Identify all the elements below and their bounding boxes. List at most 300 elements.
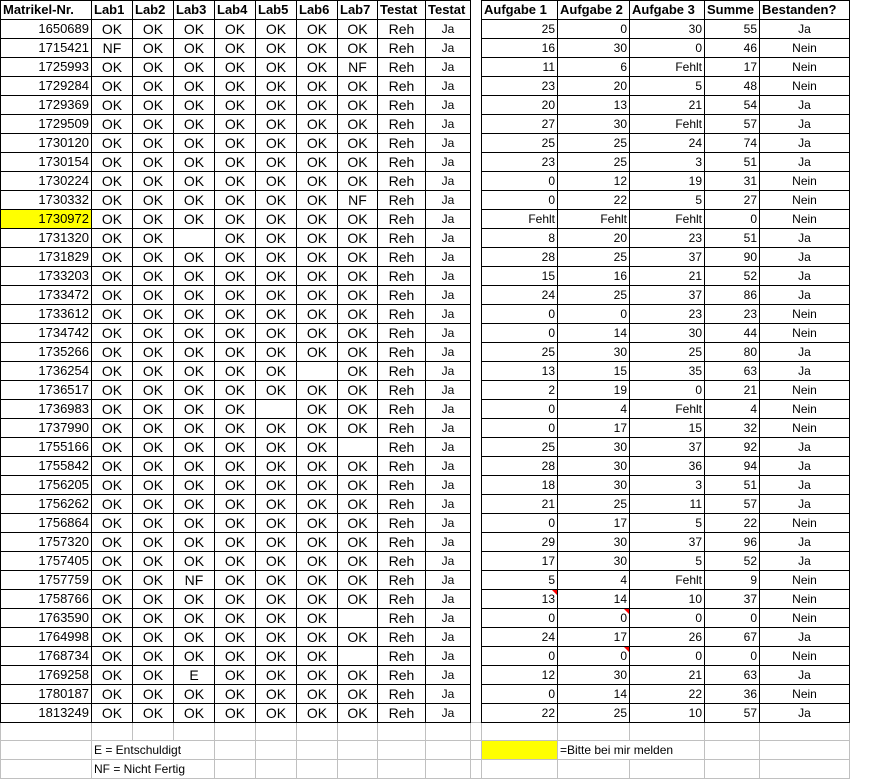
- aufgabe-3-cell[interactable]: 37: [630, 286, 705, 305]
- lab-status-cell[interactable]: OK: [174, 647, 215, 666]
- testat-result-cell[interactable]: Ja: [426, 514, 471, 533]
- lab-status-cell[interactable]: OK: [256, 495, 297, 514]
- testat-result-cell[interactable]: Ja: [426, 229, 471, 248]
- lab-status-cell[interactable]: OK: [256, 191, 297, 210]
- lab-status-cell[interactable]: OK: [256, 666, 297, 685]
- testat-cell[interactable]: Reh: [378, 438, 426, 457]
- testat-cell[interactable]: Reh: [378, 571, 426, 590]
- lab-status-cell[interactable]: OK: [215, 438, 256, 457]
- matrikel-cell[interactable]: 1725993: [1, 58, 92, 77]
- lab-status-cell[interactable]: OK: [338, 286, 378, 305]
- empty-cell[interactable]: [256, 723, 297, 741]
- summe-cell[interactable]: 9: [705, 571, 760, 590]
- aufgabe-1-cell[interactable]: 5: [482, 571, 558, 590]
- empty-cell[interactable]: [630, 760, 705, 779]
- testat-result-cell[interactable]: Ja: [426, 324, 471, 343]
- bestanden-cell[interactable]: Nein: [760, 590, 850, 609]
- aufgabe-2-cell[interactable]: 14: [558, 685, 630, 704]
- summe-cell[interactable]: 63: [705, 362, 760, 381]
- lab-status-cell[interactable]: OK: [338, 514, 378, 533]
- lab-status-cell[interactable]: OK: [174, 533, 215, 552]
- aufgabe-1-cell[interactable]: 25: [482, 134, 558, 153]
- separator-cell[interactable]: [471, 457, 482, 476]
- aufgabe-1-cell[interactable]: 0: [482, 514, 558, 533]
- lab-status-cell[interactable]: OK: [297, 210, 338, 229]
- matrikel-cell[interactable]: 1730154: [1, 153, 92, 172]
- lab-status-cell[interactable]: OK: [256, 39, 297, 58]
- aufgabe-2-cell[interactable]: 30: [558, 533, 630, 552]
- lab-status-cell[interactable]: OK: [256, 609, 297, 628]
- lab-status-cell[interactable]: OK: [297, 457, 338, 476]
- aufgabe-1-cell[interactable]: 27: [482, 115, 558, 134]
- aufgabe-2-cell[interactable]: 30: [558, 39, 630, 58]
- bestanden-cell[interactable]: Nein: [760, 210, 850, 229]
- header-lab3[interactable]: Lab3: [174, 1, 215, 20]
- lab-status-cell[interactable]: OK: [256, 514, 297, 533]
- testat-result-cell[interactable]: Ja: [426, 77, 471, 96]
- lab-status-cell[interactable]: OK: [297, 495, 338, 514]
- summe-cell[interactable]: 63: [705, 666, 760, 685]
- lab-status-cell[interactable]: OK: [297, 286, 338, 305]
- lab-status-cell[interactable]: OK: [256, 552, 297, 571]
- testat-cell[interactable]: Reh: [378, 77, 426, 96]
- matrikel-cell[interactable]: 1731829: [1, 248, 92, 267]
- lab-status-cell[interactable]: OK: [297, 552, 338, 571]
- testat-cell[interactable]: Reh: [378, 495, 426, 514]
- aufgabe-1-cell[interactable]: 23: [482, 77, 558, 96]
- aufgabe-3-cell[interactable]: 26: [630, 628, 705, 647]
- lab-status-cell[interactable]: OK: [256, 58, 297, 77]
- lab-status-cell[interactable]: OK: [338, 419, 378, 438]
- matrikel-cell[interactable]: 1733472: [1, 286, 92, 305]
- aufgabe-1-cell[interactable]: 28: [482, 248, 558, 267]
- lab-status-cell[interactable]: OK: [133, 419, 174, 438]
- separator-cell[interactable]: [471, 647, 482, 666]
- lab-status-cell[interactable]: OK: [256, 438, 297, 457]
- matrikel-cell[interactable]: 1736517: [1, 381, 92, 400]
- bestanden-cell[interactable]: Nein: [760, 514, 850, 533]
- aufgabe-2-cell[interactable]: 13: [558, 96, 630, 115]
- aufgabe-2-cell[interactable]: 0: [558, 305, 630, 324]
- lab-status-cell[interactable]: [256, 400, 297, 419]
- aufgabe-2-cell[interactable]: 20: [558, 77, 630, 96]
- matrikel-cell[interactable]: 1733612: [1, 305, 92, 324]
- aufgabe-2-cell[interactable]: 20: [558, 229, 630, 248]
- testat-result-cell[interactable]: Ja: [426, 400, 471, 419]
- aufgabe-1-cell[interactable]: 8: [482, 229, 558, 248]
- aufgabe-1-cell[interactable]: 0: [482, 191, 558, 210]
- bestanden-cell[interactable]: Ja: [760, 666, 850, 685]
- testat-cell[interactable]: Reh: [378, 210, 426, 229]
- lab-status-cell[interactable]: OK: [256, 324, 297, 343]
- testat-cell[interactable]: Reh: [378, 134, 426, 153]
- aufgabe-1-cell[interactable]: 13: [482, 362, 558, 381]
- separator-cell[interactable]: [471, 628, 482, 647]
- summe-cell[interactable]: 67: [705, 628, 760, 647]
- lab-status-cell[interactable]: [297, 362, 338, 381]
- bestanden-cell[interactable]: Nein: [760, 571, 850, 590]
- aufgabe-1-cell[interactable]: 18: [482, 476, 558, 495]
- lab-status-cell[interactable]: OK: [256, 305, 297, 324]
- lab-status-cell[interactable]: OK: [256, 20, 297, 39]
- lab-status-cell[interactable]: OK: [256, 362, 297, 381]
- lab-status-cell[interactable]: OK: [133, 324, 174, 343]
- separator-cell[interactable]: [471, 400, 482, 419]
- lab-status-cell[interactable]: OK: [174, 191, 215, 210]
- aufgabe-3-cell[interactable]: 0: [630, 381, 705, 400]
- bestanden-cell[interactable]: Ja: [760, 115, 850, 134]
- lab-status-cell[interactable]: [338, 609, 378, 628]
- lab-status-cell[interactable]: OK: [174, 457, 215, 476]
- empty-cell[interactable]: [482, 760, 558, 779]
- lab-status-cell[interactable]: OK: [338, 666, 378, 685]
- lab-status-cell[interactable]: OK: [133, 628, 174, 647]
- lab-status-cell[interactable]: OK: [133, 39, 174, 58]
- lab-status-cell[interactable]: OK: [133, 666, 174, 685]
- header-lab7[interactable]: Lab7: [338, 1, 378, 20]
- lab-status-cell[interactable]: OK: [256, 229, 297, 248]
- empty-cell[interactable]: [558, 723, 630, 741]
- summe-cell[interactable]: 92: [705, 438, 760, 457]
- testat-cell[interactable]: Reh: [378, 400, 426, 419]
- lab-status-cell[interactable]: OK: [92, 457, 133, 476]
- testat-cell[interactable]: Reh: [378, 324, 426, 343]
- lab-status-cell[interactable]: OK: [297, 571, 338, 590]
- aufgabe-2-cell[interactable]: 17: [558, 419, 630, 438]
- aufgabe-1-cell[interactable]: 29: [482, 533, 558, 552]
- lab-status-cell[interactable]: OK: [256, 685, 297, 704]
- aufgabe-3-cell[interactable]: Fehlt: [630, 400, 705, 419]
- aufgabe-1-cell[interactable]: 22: [482, 704, 558, 723]
- lab-status-cell[interactable]: OK: [133, 571, 174, 590]
- separator-cell[interactable]: [471, 58, 482, 77]
- lab-status-cell[interactable]: OK: [92, 476, 133, 495]
- empty-cell[interactable]: [297, 741, 338, 760]
- lab-status-cell[interactable]: OK: [174, 438, 215, 457]
- aufgabe-1-cell[interactable]: 0: [482, 419, 558, 438]
- lab-status-cell[interactable]: OK: [256, 96, 297, 115]
- lab-status-cell[interactable]: OK: [215, 267, 256, 286]
- lab-status-cell[interactable]: OK: [133, 362, 174, 381]
- aufgabe-1-cell[interactable]: 15: [482, 267, 558, 286]
- aufgabe-2-cell[interactable]: 25: [558, 153, 630, 172]
- lab-status-cell[interactable]: OK: [338, 533, 378, 552]
- summe-cell[interactable]: 22: [705, 514, 760, 533]
- matrikel-cell[interactable]: 1736983: [1, 400, 92, 419]
- lab-status-cell[interactable]: OK: [92, 20, 133, 39]
- aufgabe-1-cell[interactable]: 0: [482, 400, 558, 419]
- lab-status-cell[interactable]: OK: [133, 305, 174, 324]
- empty-cell[interactable]: [338, 760, 378, 779]
- summe-cell[interactable]: 0: [705, 609, 760, 628]
- lab-status-cell[interactable]: OK: [256, 115, 297, 134]
- lab-status-cell[interactable]: OK: [297, 153, 338, 172]
- empty-cell[interactable]: [215, 723, 256, 741]
- testat-cell[interactable]: Reh: [378, 419, 426, 438]
- lab-status-cell[interactable]: OK: [133, 172, 174, 191]
- lab-status-cell[interactable]: OK: [297, 590, 338, 609]
- lab-status-cell[interactable]: OK: [133, 495, 174, 514]
- lab-status-cell[interactable]: NF: [338, 58, 378, 77]
- lab-status-cell[interactable]: OK: [174, 343, 215, 362]
- empty-cell[interactable]: [1, 760, 92, 779]
- separator-cell[interactable]: [471, 324, 482, 343]
- separator-cell[interactable]: [471, 286, 482, 305]
- matrikel-cell[interactable]: 1730332: [1, 191, 92, 210]
- aufgabe-2-cell[interactable]: 16: [558, 267, 630, 286]
- lab-status-cell[interactable]: OK: [133, 381, 174, 400]
- lab-status-cell[interactable]: OK: [256, 210, 297, 229]
- matrikel-cell[interactable]: 1731320: [1, 229, 92, 248]
- separator-cell[interactable]: [471, 438, 482, 457]
- aufgabe-3-cell[interactable]: 23: [630, 305, 705, 324]
- header-matrikel[interactable]: Matrikel-Nr.: [1, 1, 92, 20]
- summe-cell[interactable]: 32: [705, 419, 760, 438]
- lab-status-cell[interactable]: OK: [297, 248, 338, 267]
- matrikel-cell[interactable]: 1734742: [1, 324, 92, 343]
- lab-status-cell[interactable]: NF: [338, 191, 378, 210]
- lab-status-cell[interactable]: OK: [92, 704, 133, 723]
- matrikel-cell[interactable]: 1758766: [1, 590, 92, 609]
- lab-status-cell[interactable]: OK: [174, 685, 215, 704]
- matrikel-cell[interactable]: 1757405: [1, 552, 92, 571]
- aufgabe-2-cell[interactable]: Fehlt: [558, 210, 630, 229]
- lab-status-cell[interactable]: OK: [92, 533, 133, 552]
- lab-status-cell[interactable]: OK: [133, 134, 174, 153]
- separator-cell[interactable]: [471, 191, 482, 210]
- bestanden-cell[interactable]: Ja: [760, 438, 850, 457]
- bestanden-cell[interactable]: Ja: [760, 362, 850, 381]
- aufgabe-2-cell[interactable]: 25: [558, 704, 630, 723]
- lab-status-cell[interactable]: OK: [338, 571, 378, 590]
- empty-cell[interactable]: [471, 723, 482, 741]
- summe-cell[interactable]: 55: [705, 20, 760, 39]
- lab-status-cell[interactable]: OK: [174, 400, 215, 419]
- testat-cell[interactable]: Reh: [378, 153, 426, 172]
- lab-status-cell[interactable]: OK: [133, 20, 174, 39]
- lab-status-cell[interactable]: OK: [174, 476, 215, 495]
- aufgabe-3-cell[interactable]: 30: [630, 20, 705, 39]
- lab-status-cell[interactable]: [338, 647, 378, 666]
- aufgabe-2-cell[interactable]: 30: [558, 666, 630, 685]
- matrikel-cell[interactable]: 1756205: [1, 476, 92, 495]
- separator-cell[interactable]: [471, 20, 482, 39]
- empty-cell[interactable]: [426, 741, 471, 760]
- lab-status-cell[interactable]: OK: [215, 362, 256, 381]
- lab-status-cell[interactable]: OK: [215, 628, 256, 647]
- aufgabe-1-cell[interactable]: 16: [482, 39, 558, 58]
- testat-result-cell[interactable]: Ja: [426, 343, 471, 362]
- lab-status-cell[interactable]: OK: [338, 39, 378, 58]
- aufgabe-2-cell[interactable]: 22: [558, 191, 630, 210]
- lab-status-cell[interactable]: OK: [215, 514, 256, 533]
- lab-status-cell[interactable]: OK: [297, 324, 338, 343]
- aufgabe-3-cell[interactable]: 19: [630, 172, 705, 191]
- aufgabe-2-cell[interactable]: 30: [558, 457, 630, 476]
- empty-cell[interactable]: [297, 723, 338, 741]
- testat-result-cell[interactable]: Ja: [426, 115, 471, 134]
- header-aufgabe-1[interactable]: Aufgabe 1: [482, 1, 558, 20]
- aufgabe-3-cell[interactable]: Fehlt: [630, 58, 705, 77]
- summe-cell[interactable]: 57: [705, 495, 760, 514]
- bestanden-cell[interactable]: Ja: [760, 495, 850, 514]
- empty-cell[interactable]: [705, 741, 760, 760]
- separator-cell[interactable]: [471, 134, 482, 153]
- header-lab6[interactable]: Lab6: [297, 1, 338, 20]
- lab-status-cell[interactable]: OK: [297, 343, 338, 362]
- lab-status-cell[interactable]: OK: [174, 324, 215, 343]
- lab-status-cell[interactable]: OK: [297, 514, 338, 533]
- aufgabe-1-cell[interactable]: 12: [482, 666, 558, 685]
- lab-status-cell[interactable]: OK: [133, 58, 174, 77]
- lab-status-cell[interactable]: OK: [338, 153, 378, 172]
- testat-cell[interactable]: Reh: [378, 39, 426, 58]
- summe-cell[interactable]: 37: [705, 590, 760, 609]
- aufgabe-1-cell[interactable]: 0: [482, 305, 558, 324]
- empty-cell[interactable]: [378, 723, 426, 741]
- bestanden-cell[interactable]: Ja: [760, 20, 850, 39]
- lab-status-cell[interactable]: OK: [338, 628, 378, 647]
- testat-result-cell[interactable]: Ja: [426, 609, 471, 628]
- lab-status-cell[interactable]: OK: [215, 39, 256, 58]
- aufgabe-2-cell[interactable]: 25: [558, 134, 630, 153]
- lab-status-cell[interactable]: OK: [338, 590, 378, 609]
- empty-cell[interactable]: [256, 760, 297, 779]
- bestanden-cell[interactable]: Ja: [760, 153, 850, 172]
- testat-cell[interactable]: Reh: [378, 362, 426, 381]
- lab-status-cell[interactable]: OK: [215, 495, 256, 514]
- aufgabe-3-cell[interactable]: 37: [630, 248, 705, 267]
- summe-cell[interactable]: 0: [705, 647, 760, 666]
- lab-status-cell[interactable]: OK: [92, 58, 133, 77]
- matrikel-cell[interactable]: 1813249: [1, 704, 92, 723]
- header-bestanden[interactable]: Bestanden?: [760, 1, 850, 20]
- separator-cell[interactable]: [471, 267, 482, 286]
- lab-status-cell[interactable]: OK: [92, 191, 133, 210]
- summe-cell[interactable]: 44: [705, 324, 760, 343]
- lab-status-cell[interactable]: OK: [338, 495, 378, 514]
- separator-cell[interactable]: [471, 590, 482, 609]
- bestanden-cell[interactable]: Ja: [760, 628, 850, 647]
- aufgabe-3-cell[interactable]: 21: [630, 666, 705, 685]
- testat-result-cell[interactable]: Ja: [426, 704, 471, 723]
- lab-status-cell[interactable]: OK: [133, 514, 174, 533]
- summe-cell[interactable]: 57: [705, 704, 760, 723]
- matrikel-cell[interactable]: 1755166: [1, 438, 92, 457]
- lab-status-cell[interactable]: OK: [338, 305, 378, 324]
- lab-status-cell[interactable]: OK: [92, 324, 133, 343]
- separator-cell[interactable]: [471, 533, 482, 552]
- lab-status-cell[interactable]: OK: [133, 343, 174, 362]
- bestanden-cell[interactable]: Nein: [760, 685, 850, 704]
- testat-result-cell[interactable]: Ja: [426, 191, 471, 210]
- lab-status-cell[interactable]: OK: [338, 381, 378, 400]
- matrikel-cell[interactable]: 1735266: [1, 343, 92, 362]
- lab-status-cell[interactable]: OK: [92, 609, 133, 628]
- bestanden-cell[interactable]: Ja: [760, 343, 850, 362]
- empty-cell[interactable]: [378, 741, 426, 760]
- matrikel-cell[interactable]: 1730972: [1, 210, 92, 229]
- lab-status-cell[interactable]: OK: [297, 685, 338, 704]
- aufgabe-1-cell[interactable]: 17: [482, 552, 558, 571]
- lab-status-cell[interactable]: OK: [215, 324, 256, 343]
- bestanden-cell[interactable]: Nein: [760, 400, 850, 419]
- lab-status-cell[interactable]: OK: [256, 153, 297, 172]
- matrikel-cell[interactable]: 1729369: [1, 96, 92, 115]
- lab-status-cell[interactable]: OK: [338, 134, 378, 153]
- testat-result-cell[interactable]: Ja: [426, 571, 471, 590]
- aufgabe-2-cell[interactable]: 0: [558, 20, 630, 39]
- empty-cell[interactable]: [705, 723, 760, 741]
- aufgabe-3-cell[interactable]: Fehlt: [630, 571, 705, 590]
- aufgabe-2-cell[interactable]: 0: [558, 609, 630, 628]
- aufgabe-1-cell[interactable]: 23: [482, 153, 558, 172]
- summe-cell[interactable]: 54: [705, 96, 760, 115]
- summe-cell[interactable]: 31: [705, 172, 760, 191]
- lab-status-cell[interactable]: OK: [133, 609, 174, 628]
- summe-cell[interactable]: 52: [705, 267, 760, 286]
- empty-cell[interactable]: [760, 760, 850, 779]
- lab-status-cell[interactable]: OK: [92, 571, 133, 590]
- matrikel-cell[interactable]: 1730224: [1, 172, 92, 191]
- lab-status-cell[interactable]: OK: [256, 172, 297, 191]
- testat-result-cell[interactable]: Ja: [426, 134, 471, 153]
- bestanden-cell[interactable]: Nein: [760, 305, 850, 324]
- summe-cell[interactable]: 52: [705, 552, 760, 571]
- lab-status-cell[interactable]: OK: [92, 685, 133, 704]
- lab-status-cell[interactable]: OK: [133, 704, 174, 723]
- lab-status-cell[interactable]: OK: [297, 305, 338, 324]
- aufgabe-2-cell[interactable]: 4: [558, 400, 630, 419]
- empty-cell[interactable]: [630, 723, 705, 741]
- bestanden-cell[interactable]: Nein: [760, 609, 850, 628]
- lab-status-cell[interactable]: OK: [338, 552, 378, 571]
- aufgabe-1-cell[interactable]: 0: [482, 609, 558, 628]
- lab-status-cell[interactable]: [338, 438, 378, 457]
- aufgabe-3-cell[interactable]: 5: [630, 77, 705, 96]
- summe-cell[interactable]: 51: [705, 229, 760, 248]
- lab-status-cell[interactable]: OK: [92, 647, 133, 666]
- bestanden-cell[interactable]: Ja: [760, 134, 850, 153]
- testat-result-cell[interactable]: Ja: [426, 20, 471, 39]
- lab-status-cell[interactable]: OK: [215, 400, 256, 419]
- summe-cell[interactable]: 23: [705, 305, 760, 324]
- lab-status-cell[interactable]: OK: [338, 343, 378, 362]
- lab-status-cell[interactable]: OK: [215, 343, 256, 362]
- lab-status-cell[interactable]: OK: [297, 419, 338, 438]
- lab-status-cell[interactable]: OK: [133, 476, 174, 495]
- lab-status-cell[interactable]: OK: [215, 134, 256, 153]
- aufgabe-3-cell[interactable]: 30: [630, 324, 705, 343]
- bestanden-cell[interactable]: Ja: [760, 96, 850, 115]
- aufgabe-2-cell[interactable]: 6: [558, 58, 630, 77]
- testat-cell[interactable]: Reh: [378, 609, 426, 628]
- lab-status-cell[interactable]: OK: [338, 324, 378, 343]
- lab-status-cell[interactable]: OK: [297, 533, 338, 552]
- lab-status-cell[interactable]: OK: [133, 248, 174, 267]
- lab-status-cell[interactable]: OK: [92, 400, 133, 419]
- testat-result-cell[interactable]: Ja: [426, 305, 471, 324]
- separator-cell[interactable]: [471, 685, 482, 704]
- testat-result-cell[interactable]: Ja: [426, 628, 471, 647]
- separator-cell[interactable]: [471, 552, 482, 571]
- summe-cell[interactable]: 0: [705, 210, 760, 229]
- empty-cell[interactable]: [760, 741, 850, 760]
- aufgabe-2-cell[interactable]: 15: [558, 362, 630, 381]
- separator-cell[interactable]: [471, 362, 482, 381]
- lab-status-cell[interactable]: OK: [92, 666, 133, 685]
- lab-status-cell[interactable]: OK: [297, 476, 338, 495]
